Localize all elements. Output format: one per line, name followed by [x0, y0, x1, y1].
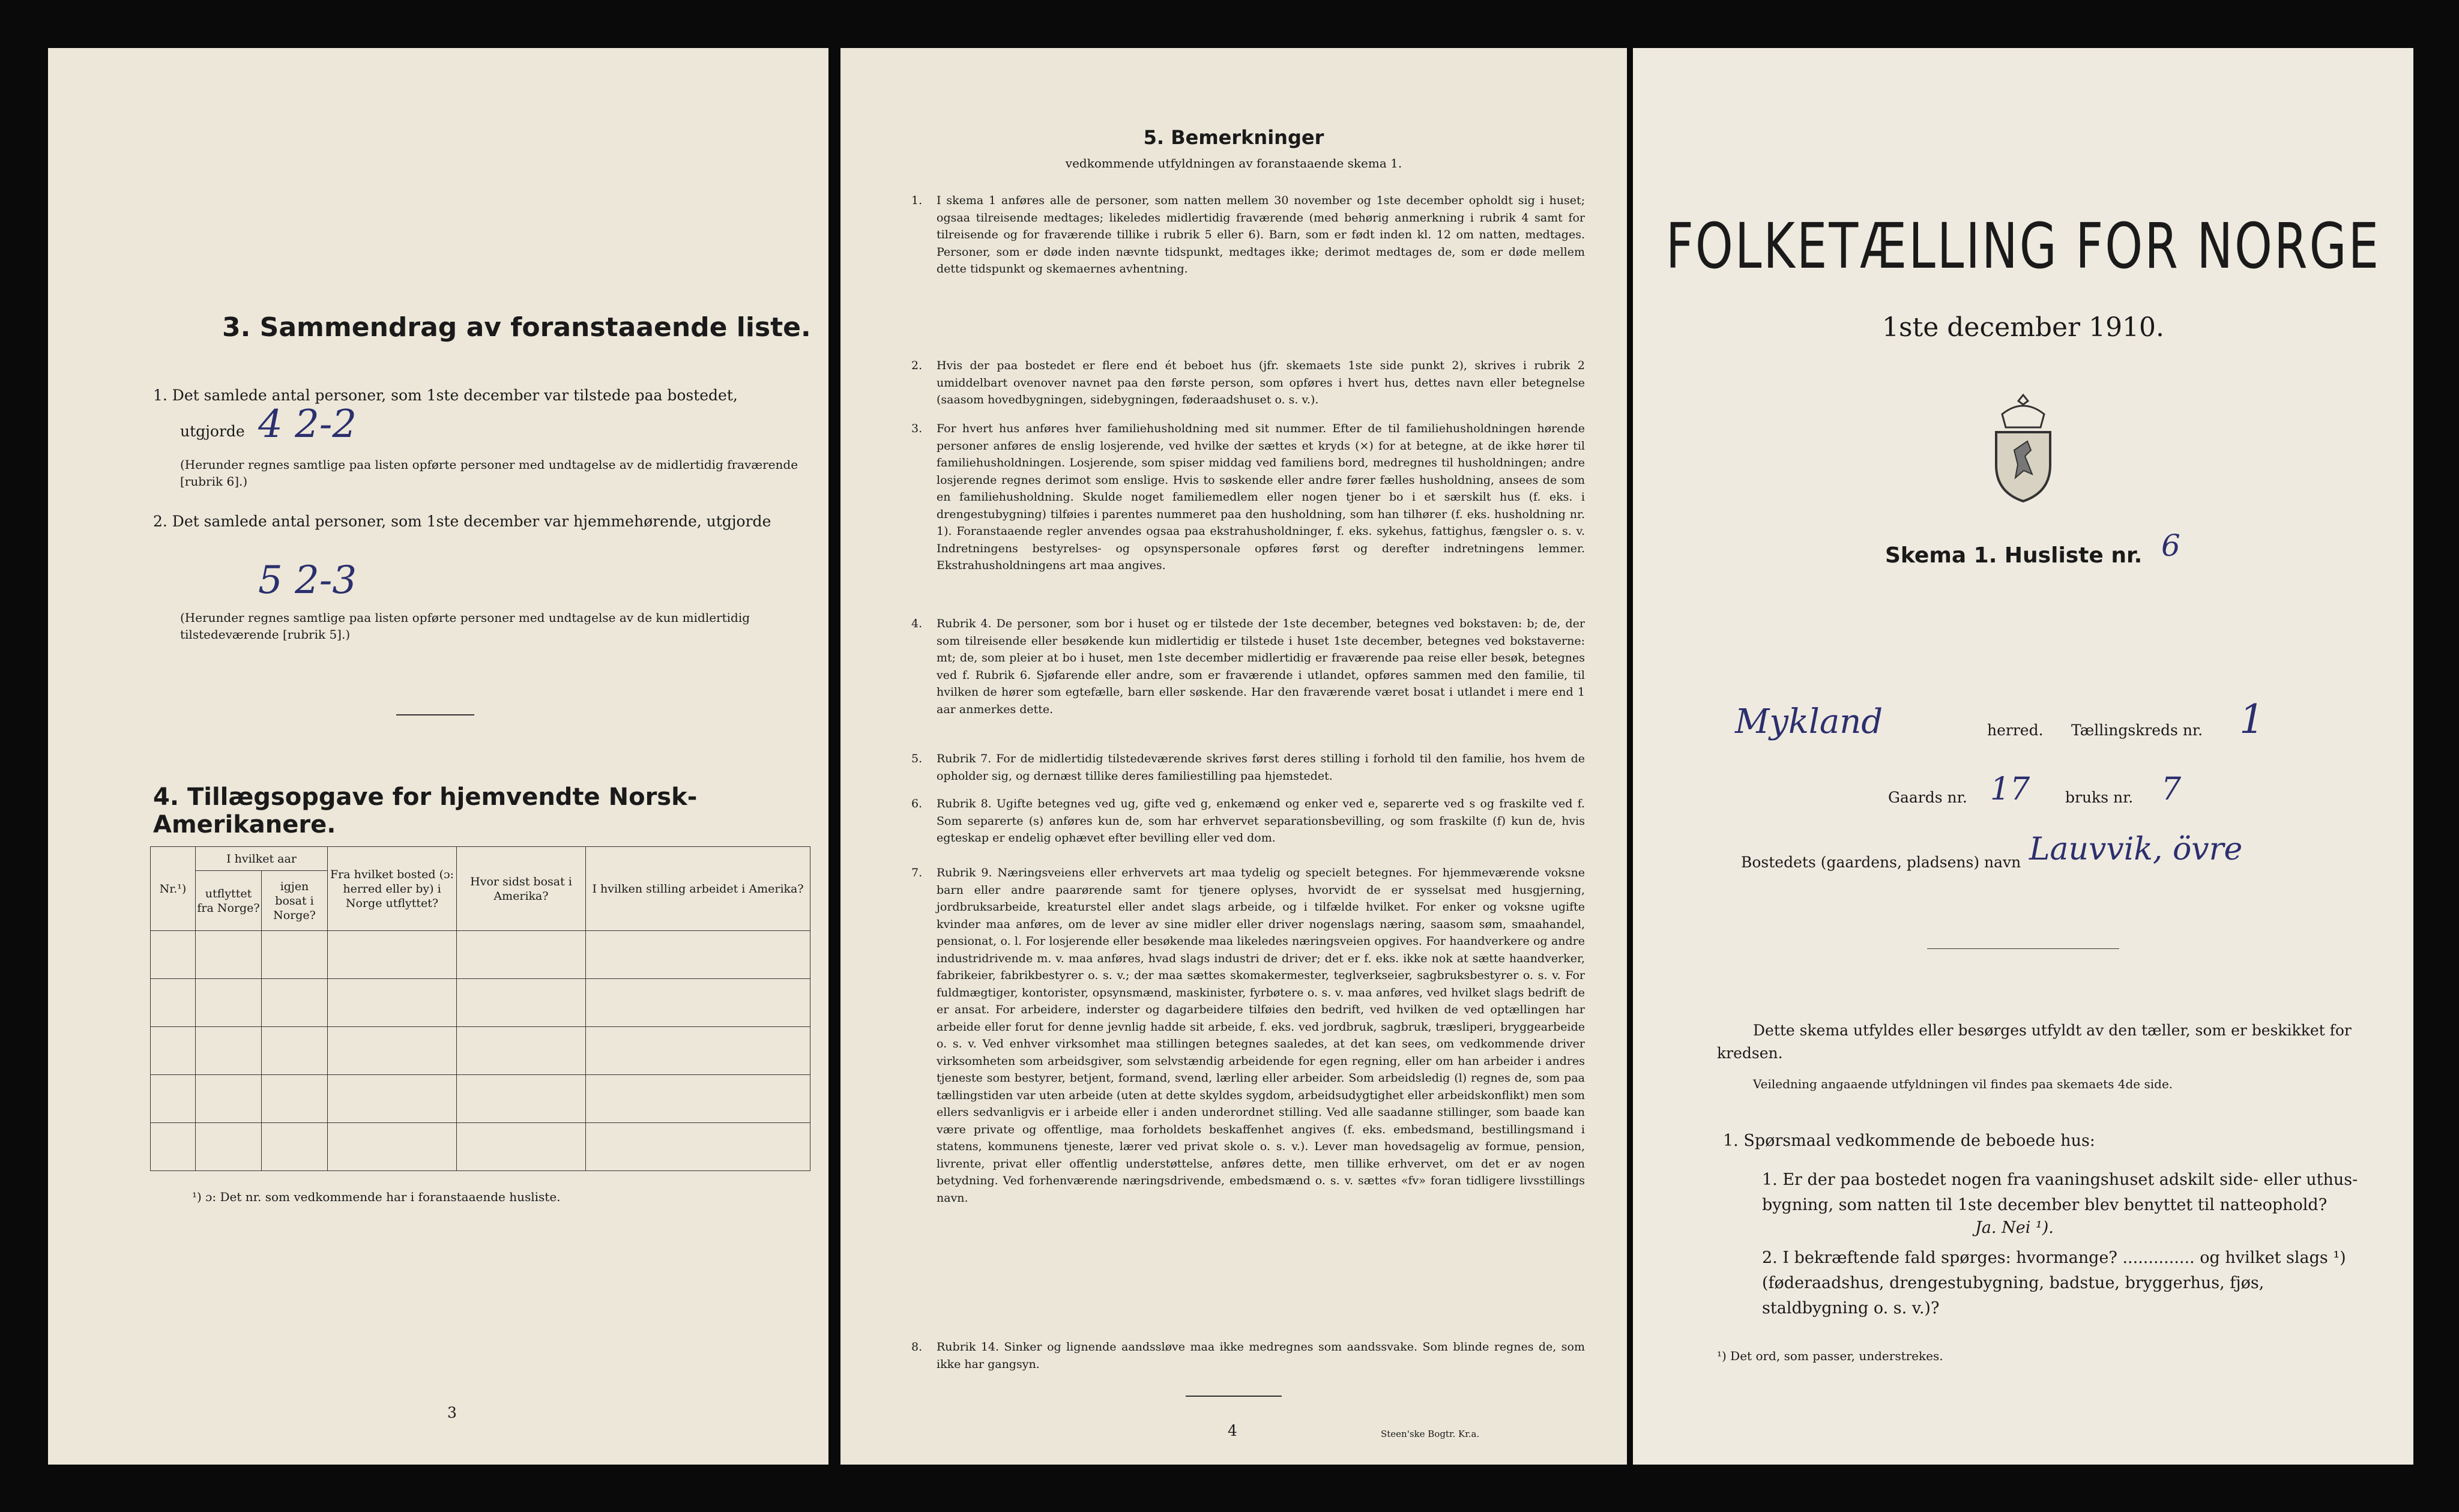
divider [1927, 948, 2119, 949]
item2-text: 2. Det samlede antal personer, som 1ste december var hjemmehørende, utgjorde [153, 513, 771, 530]
question-1-answer[interactable]: Ja. Nei ¹). [1975, 1218, 2054, 1237]
left-page-number: 3 [447, 1404, 457, 1421]
divider [1186, 1396, 1282, 1397]
bosted-label: Bostedets (gaardens, pladsens) navn [1741, 854, 2021, 871]
table-row [151, 1027, 810, 1075]
right-page [1633, 48, 2413, 1465]
item1-note: (Herunder regnes samtlige paa listen opførte personer med undtagelse av de midlertidig fraværende [rubrik 6].) [180, 457, 798, 489]
remark-item-1: 1. I skema 1 anføres alle de personer, som natten mellem 30 november og 1ste december opholdt sig i huset; ogsaa tilreisende medtages; likeledes midlertidig fraværende (med behørig anmerkning i rubrik 4 samt for tilreisende og for fraværende tillike i rubrik 5 eller 6). Barn, som er født inden kl. 12 om natten, medtages. Personer, som er døde inden nævnte tidspunkt, medtages ikke; derimot medtages de, som er døde mellem dette tidspunkt og skemaernes avhentning. [911, 194, 1585, 276]
item1-value[interactable]: 4 2-2 [258, 402, 357, 447]
herred-label: herred. [1987, 721, 2044, 739]
col-group-year: I hvilket aar [196, 847, 328, 871]
section4-title: 4. Tillægsopgave for hjemvendte Norsk-Amerikanere. [153, 783, 698, 839]
gaards-label: Gaards nr. [1888, 789, 1967, 806]
question-2: 2. I bekræftende fald spørges: hvormange? .............. og hvilket slags ¹) (føderaadshus, drengestubygning, badstue, bryggerhus, fjøs, staldbygning o. s. v.)? [1762, 1248, 2346, 1318]
veiledning-text: Veiledning angaaende utfyldningen vil findes paa skemaets 4de side. [1753, 1077, 2173, 1091]
table-row [151, 979, 810, 1027]
remark-item-2: 2. Hvis der paa bostedet er flere end ét beboet hus (jfr. skemaets 1ste side punkt 2), skrives i rubrik 2 umiddelbart ovenover navnet paa den første person, som opføres i hvert hus, dettes navn eller betegnelse (saasom hovedbygningen, sidebygningen, føderaadshuset o. s. v.). [911, 359, 1585, 406]
skema-label: Skema 1. Husliste nr. [1885, 543, 2143, 568]
left-page [48, 48, 828, 1465]
gaards-value[interactable]: 17 [1990, 771, 2030, 807]
kreds-value[interactable]: 1 [2239, 696, 2264, 742]
col-emigrated: utflyttet fra Norge? [196, 871, 262, 931]
remarks-subtitle: vedkommende utfyldningen av foranstaaende skema 1. [1065, 156, 1402, 170]
col-nr: Nr.¹) [151, 847, 196, 931]
remark-item-7: 7. Rubrik 9. Næringsveiens eller erhvervets art maa tydelig og specielt betegnes. For hjemmeværende voksne barn eller andre paarørende samt for tjenere oplyses, hvorvidt de er sysselsat med husgjerning, jordbruksarbeide, kreaturstel eller andet slags arbeide, og i tilfælde hvilket. For enker og voksne ugifte kvinder maa anføres, om de lever av sine midler eller driver nogenslags næring, saasom søm, smaahandel, pensionat, o. l. For losjerende eller besøkende maa likeledes næringsveien opgives. For haandverkere og andre industridrivende m. v. maa anføres, hvad slags industri de driver; det er f. eks. ikke nok at sætte haandverker, fabrikeier, fabrikbestyrer o. s. v.; der maa sættes skomakermester, teglverkseier, sagbruksbestyrer o. s. v. For fuldmægtiger, kontorister, opsynsmænd, maskinister, fyrbøtere o. s. v. maa anføres, ved hvilket slags bedrift de er ansat. For arbeidere, inderster og dagarbeidere tilføies den bedrift, ved hvilken de ved optællingen har arbeide eller forut for denne jevnlig hadde sit arbeide, f. eks. ved jordbruk, sagbruk, træsliperi, bryggearbeide o. s. v. Ved enhver virksomhet maa stillingen betegnes saaledes, at det kan sees, om vedkommende driver virksomheten som arbeidsgiver, som selvstændig arbeidende for egen regning, eller om han arbeider i andres tjeneste som bestyrer, betjent, formand, svend, lærling eller arbeider. Som arbeidsledig (l) regnes de, som paa tællingstiden var uten arbeide (uten at dette skyldes sygdom, arbeidsudygtighet eller arbeidskonflikt) men som ellers sedvanligvis er i arbeide eller i anden underordnet stilling. Ved alle saadanne stillinger, som baade kan være private og offentlige, maa forholdets beskaffenhet angives (f. eks. embedsmand, bestillingsmand i statens, kommunens tjeneste, lærer ved privat skole o. s. v.). Lever man hovedsagelig av formue, pension, livrente, privat eller offentlig understøttelse, anføres dette, men tillike erhvervet, om det er av nogen betydning. Ved forhenværende næringsdrivende, embedsmænd o. s. v. sættes «fv» foran tidligere livsstillings navn. [911, 866, 1585, 1205]
table-row [151, 1075, 810, 1123]
printer-imprint: Steen'ske Bogtr. Kr.a. [1381, 1429, 1480, 1439]
husliste-nr-value[interactable]: 6 [2161, 528, 2180, 563]
section3-title: 3. Sammendrag av foranstaaende liste. [222, 312, 811, 343]
remark-item-3: 3. For hvert hus anføres hver familiehusholdning med sit nummer. Efter de til familiehusholdningen hørende personer anføres de enslig losjerende, ved hvilke der sættes et kryds (×) for at betegne, at de ikke hører til familiehusholdningen. Losjerende, som spiser middag ved familiens bord, medregnes til husholdningen; andre losjerende regnes derimot som enslige. Hvis to søskende eller andre fører fælles husholdning, ansees de som en familiehusholdning. Skulde noget familiemedlem eller nogen tjener bo i et særskilt hus (f. eks. i drengestubygning) tilføies i parentes nummeret paa den husholdning, som han tilhører (f. eks. husholdning nr. 1). Foranstaaende regler anvendes ogsaa paa ekstrahusholdninger, f. eks. sykehus, fattighus, fængsler o. s. v. Indretningens bestyrelses- og opsynspersonale opføres først og derefter indretningens lemmer. Ekstrahusholdningens art maa angives. [911, 422, 1585, 572]
col-from-where: Fra hvilket bosted (ɔ: herred eller by) i Norge utflyttet? [328, 847, 457, 931]
bosted-value[interactable]: Lauvvik, övre [2029, 831, 2243, 867]
instruction-text: Dette skema utfyldes eller besørges utfyldt av den tæller, som er beskikket for kredsen. [1717, 1022, 2352, 1062]
bruks-label: bruks nr. [2065, 789, 2134, 806]
item1-text: 1. Det samlede antal personer, som 1ste december var tilstede paa bostedet, [153, 387, 738, 404]
item2-value[interactable]: 5 2-3 [258, 558, 357, 603]
middle-page-number: 4 [1228, 1422, 1237, 1439]
census-date: 1ste december 1910. [1881, 312, 2165, 343]
question-1: 1. Er der paa bostedet nogen fra vaaningshuset adskilt side- eller uthus-bygning, som natten til 1ste december blev benyttet til natteophold? [1762, 1170, 2358, 1214]
col-position: I hvilken stilling arbeidet i Amerika? [586, 847, 810, 931]
remark-item-8: 8. Rubrik 14. Sinker og lignende aandssløve maa ikke medregnes som aandssvake. Som blinde regnes de, som ikke har gangsyn. [911, 1340, 1585, 1371]
questions-heading: 1. Spørsmaal vedkommende de beboede hus: [1723, 1131, 2095, 1150]
census-title: FOLKETÆLLING FOR NORGE [1665, 210, 2381, 283]
remarks-title: 5. Bemerkninger [1143, 126, 1324, 149]
herred-value[interactable]: Mykland [1735, 702, 1883, 741]
coat-of-arms-icon [1981, 390, 2065, 504]
col-last-place: Hvor sidst bosat i Amerika? [457, 847, 586, 931]
remark-item-4: 4. Rubrik 4. De personer, som bor i huset og er tilstede der 1ste december, betegnes ved bokstaven: b; de, der som tilreisende eller besøkende kun midlertidig er tilstede i huset 1ste december, betegnes ved bokstaverne: mt; de, som pleier at bo i huset, men 1ste december midlertidig er fraværende paa reise eller besøk, betegnes ved f. Rubrik 6. Sjøfarende eller andre, som er fraværende i utlandet, opføres sammen med den familie, til hvilken de hører som egtefælle, barn eller søskende. Har den fraværende været bosat i utlandet i mere end 1 aar anmerkes dette. [911, 617, 1585, 716]
kreds-label: Tællingskreds nr. [2071, 721, 2203, 739]
remark-item-5: 5. Rubrik 7. For de midlertidig tilstedeværende skrives først deres stilling i forhold til den familie, hos hvem de opholder sig, og dernæst tillike deres familiestilling paa hjemstedet. [911, 752, 1585, 783]
col-returned: igjen bosat i Norge? [262, 871, 328, 931]
divider [396, 714, 474, 715]
table-row [151, 1123, 810, 1171]
norsk-amerikaner-table [150, 846, 810, 1171]
table-row [151, 931, 810, 979]
right-footnote: ¹) Det ord, som passer, understrekes. [1717, 1349, 1943, 1363]
item2-note: (Herunder regnes samtlige paa listen opførte personer med undtagelse av de kun midlertidig tilstedeværende [rubrik 5].) [180, 610, 750, 642]
bruks-value[interactable]: 7 [2161, 771, 2182, 807]
middle-page [840, 48, 1627, 1465]
item1-label: utgjorde [180, 423, 245, 440]
left-footnote: ¹) ɔ: Det nr. som vedkommende har i foranstaaende husliste. [192, 1190, 561, 1204]
remark-item-6: 6. Rubrik 8. Ugifte betegnes ved ug, gifte ved g, enkemænd og enker ved e, separerte ved s og fraskilte ved f. Som separerte (s) anføres kun de, som har erhvervet separationsbevilling, og som fraskilte (f) kun de, hvis egteskap er endelig ophævet efter bevilling eller ved dom. [911, 797, 1585, 845]
